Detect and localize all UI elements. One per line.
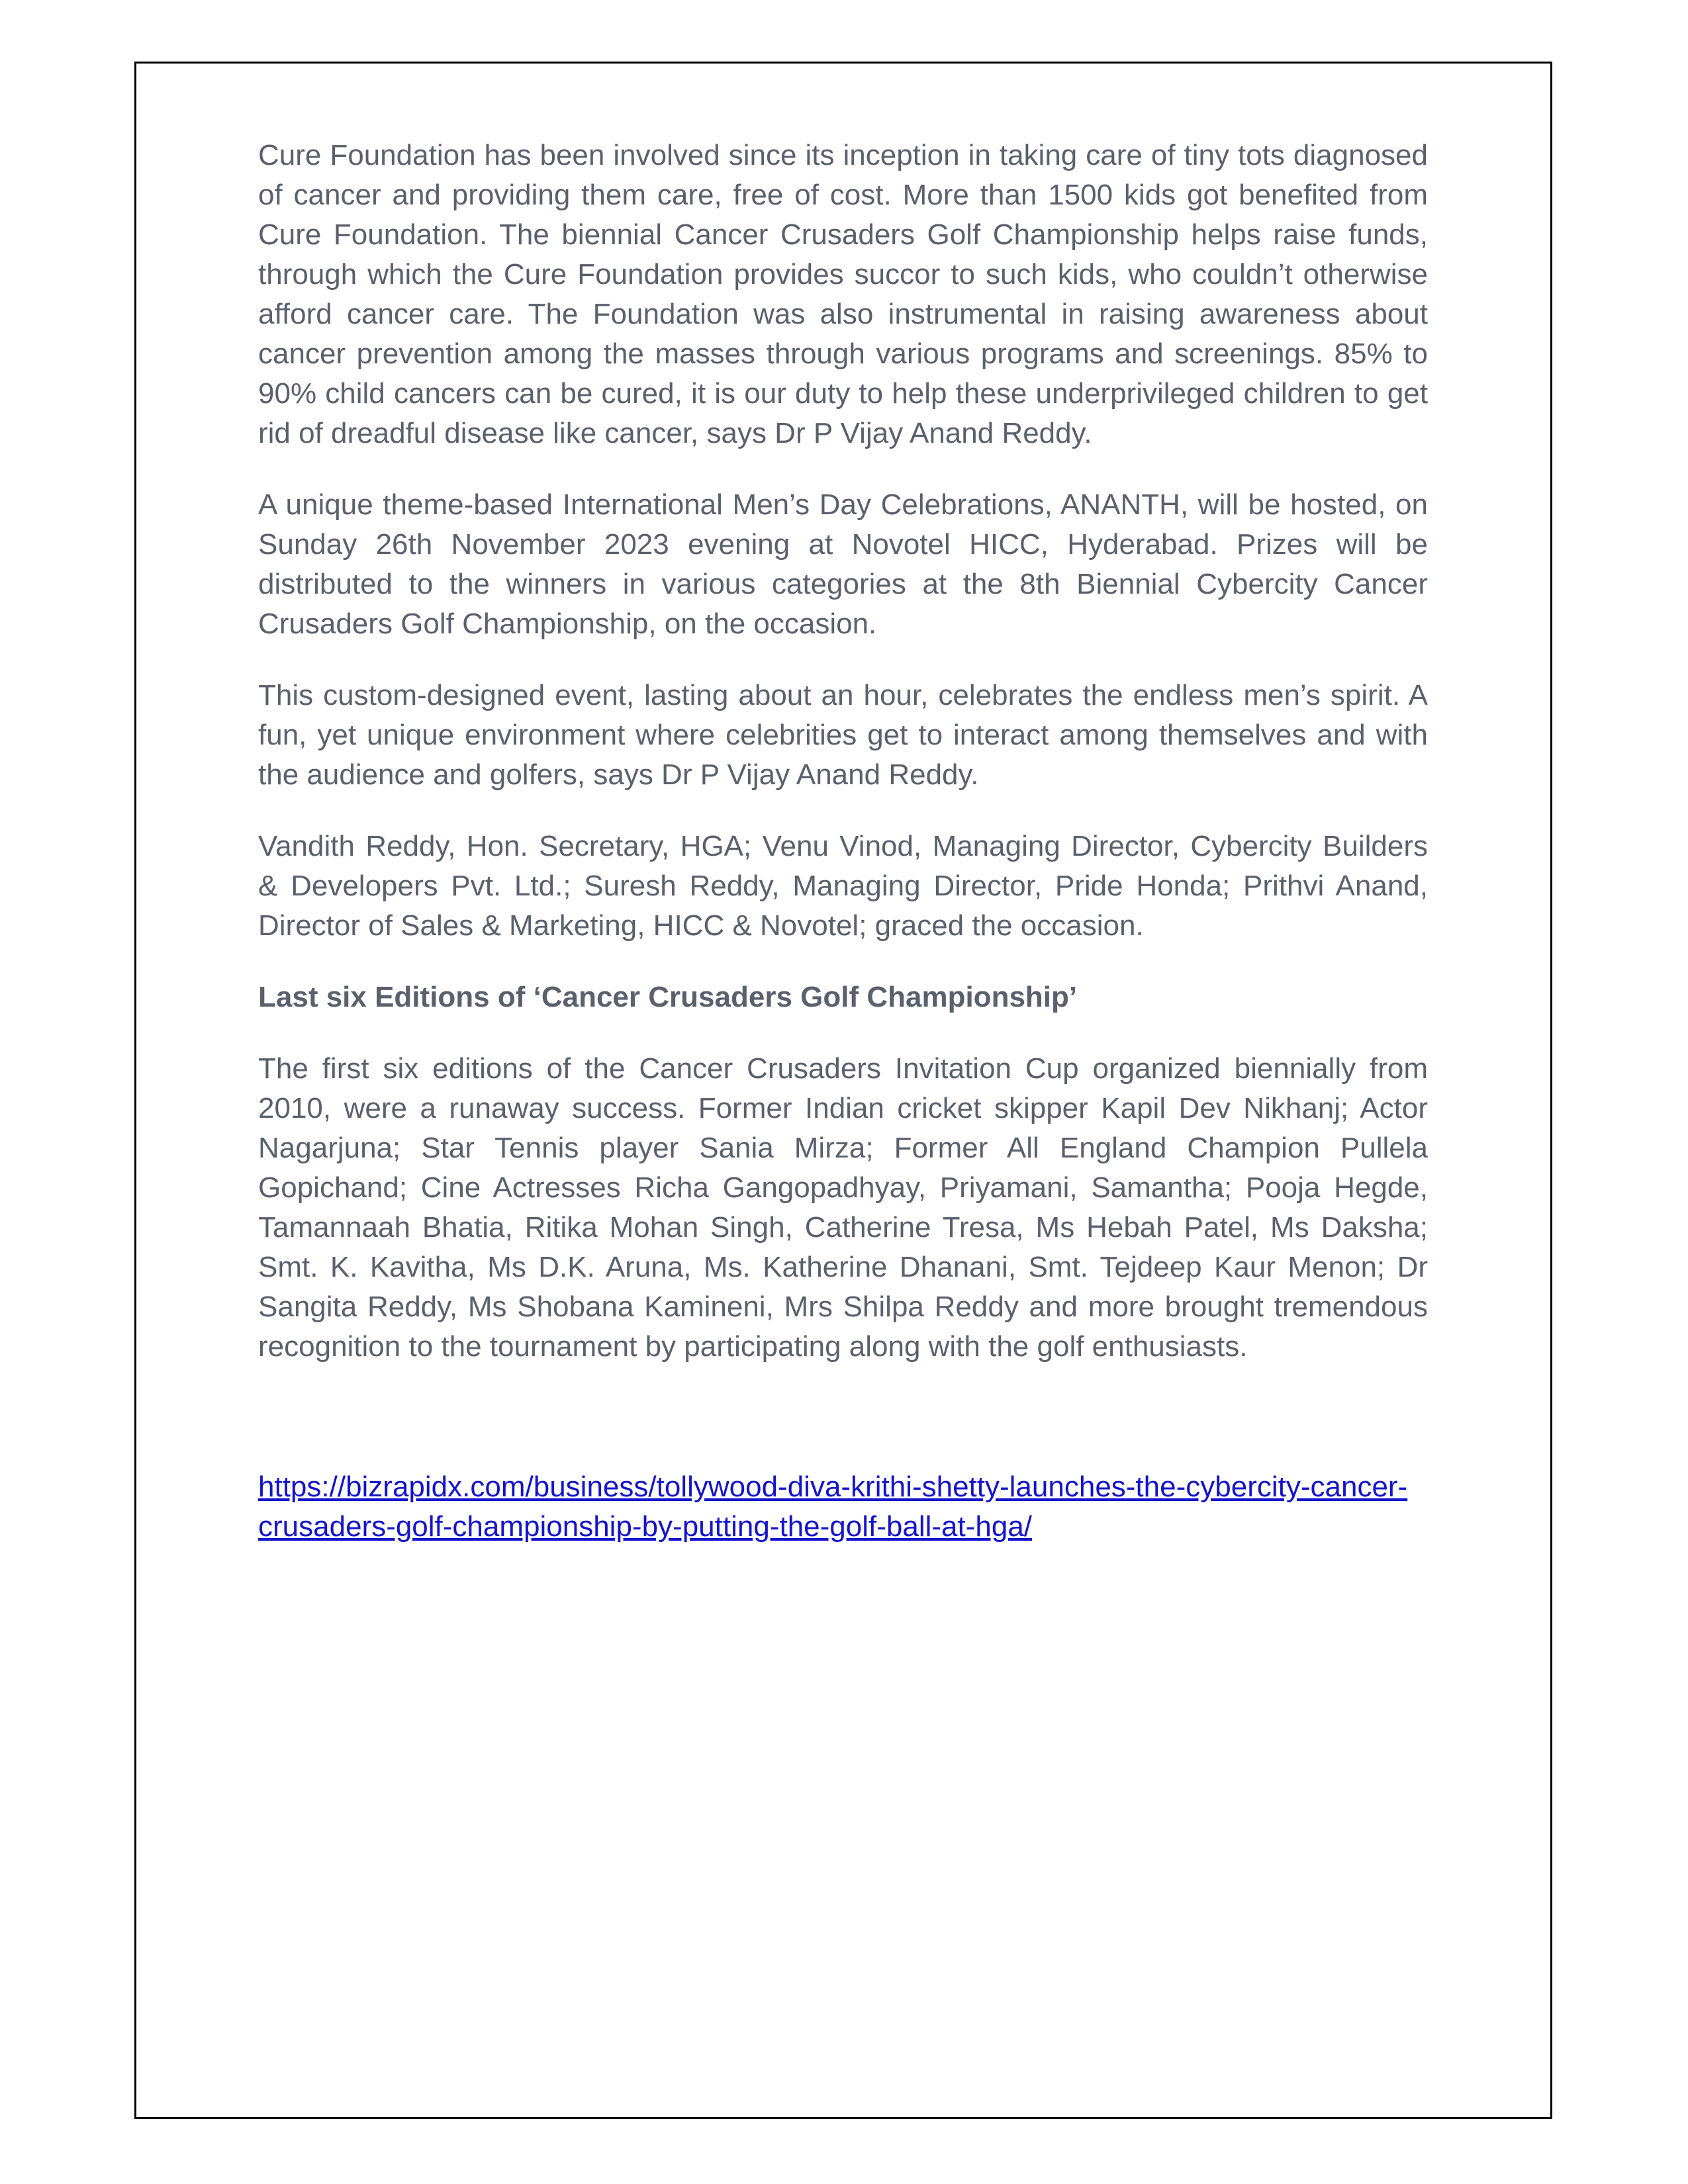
paragraph-custom-event: This custom-designed event, lasting about an hour, celebrates the endless men’s spirit. A fun, yet unique environment where celebrities get to interact among themselves and with the audience and golfers, says Dr P Vijay Anand Reddy.	[258, 679, 1428, 791]
document-content	[258, 136, 1428, 1547]
article-link-block	[258, 1467, 1428, 1547]
page-border	[134, 62, 1552, 2119]
paragraph-ananth-celebrations: A unique theme-based International Men’s Day Celebrations, ANANTH, will be hosted, on Sunday 26th November 2023 evening at Novotel HICC, Hyderabad. Prizes will be distributed to the winners in various categories at the 8th Biennial Cybercity Cancer Crusaders Golf Championship, on the occasion.	[258, 488, 1428, 640]
article-link[interactable]: https://bizrapidx.com/business/tollywood-diva-krithi-shetty-launches-the-cybercity-cancer-crusaders-golf-championship-by-putting-the-golf-ball-at-hga/	[258, 1471, 1408, 1543]
paragraph-dignitaries: Vandith Reddy, Hon. Secretary, HGA; Venu Vinod, Managing Director, Cybercity Builders & Developers Pvt. Ltd.; Suresh Reddy, Managing Director, Pride Honda; Prithvi Anand, Director of Sales & Marketing, HICC & Novotel; graced the occasion.	[258, 830, 1428, 942]
paragraph-cure-foundation: Cure Foundation has been involved since its inception in taking care of tiny tots diagnosed of cancer and providing them care, free of cost. More than 1500 kids got benefited from Cure Foundation. The biennial Cancer Crusaders Golf Championship helps raise funds, through which the Cure Foundation provides succor to such kids, who couldn’t otherwise afford cancer care. The Foundation was also instrumental in raising awareness about cancer prevention among the masses through various programs and screenings. 85% to 90% child cancers can be cured, it is our duty to help these underprivileged children to get rid of dreadful disease like cancer, says Dr P Vijay Anand Reddy.	[258, 139, 1428, 449]
section-heading-last-six-editions: Last six Editions of ‘Cancer Crusaders Golf Championship’	[258, 981, 1078, 1013]
paragraph-first-six-editions: The first six editions of the Cancer Crusaders Invitation Cup organized biennially from 2010, were a runaway success. Former Indian cricket skipper Kapil Dev Nikhanj; Actor Nagarjuna; Star Tennis player Sania Mirza; Former All England Champion Pullela Gopichand; Cine Actresses Richa Gangopadhyay, Priyamani, Samantha; Pooja Hegde, Tamannaah Bhatia, Ritika Mohan Singh, Catherine Tresa, Ms Hebah Patel, Ms Daksha; Smt. K. Kavitha, Ms D.K. Aruna, Ms. Katherine Dhanani, Smt. Tejdeep Kaur Menon; Dr Sangita Reddy, Ms Shobana Kamineni, Mrs Shilpa Reddy and more brought tremendous recognition to the tournament by participating along with the golf enthusiasts.	[258, 1052, 1428, 1363]
